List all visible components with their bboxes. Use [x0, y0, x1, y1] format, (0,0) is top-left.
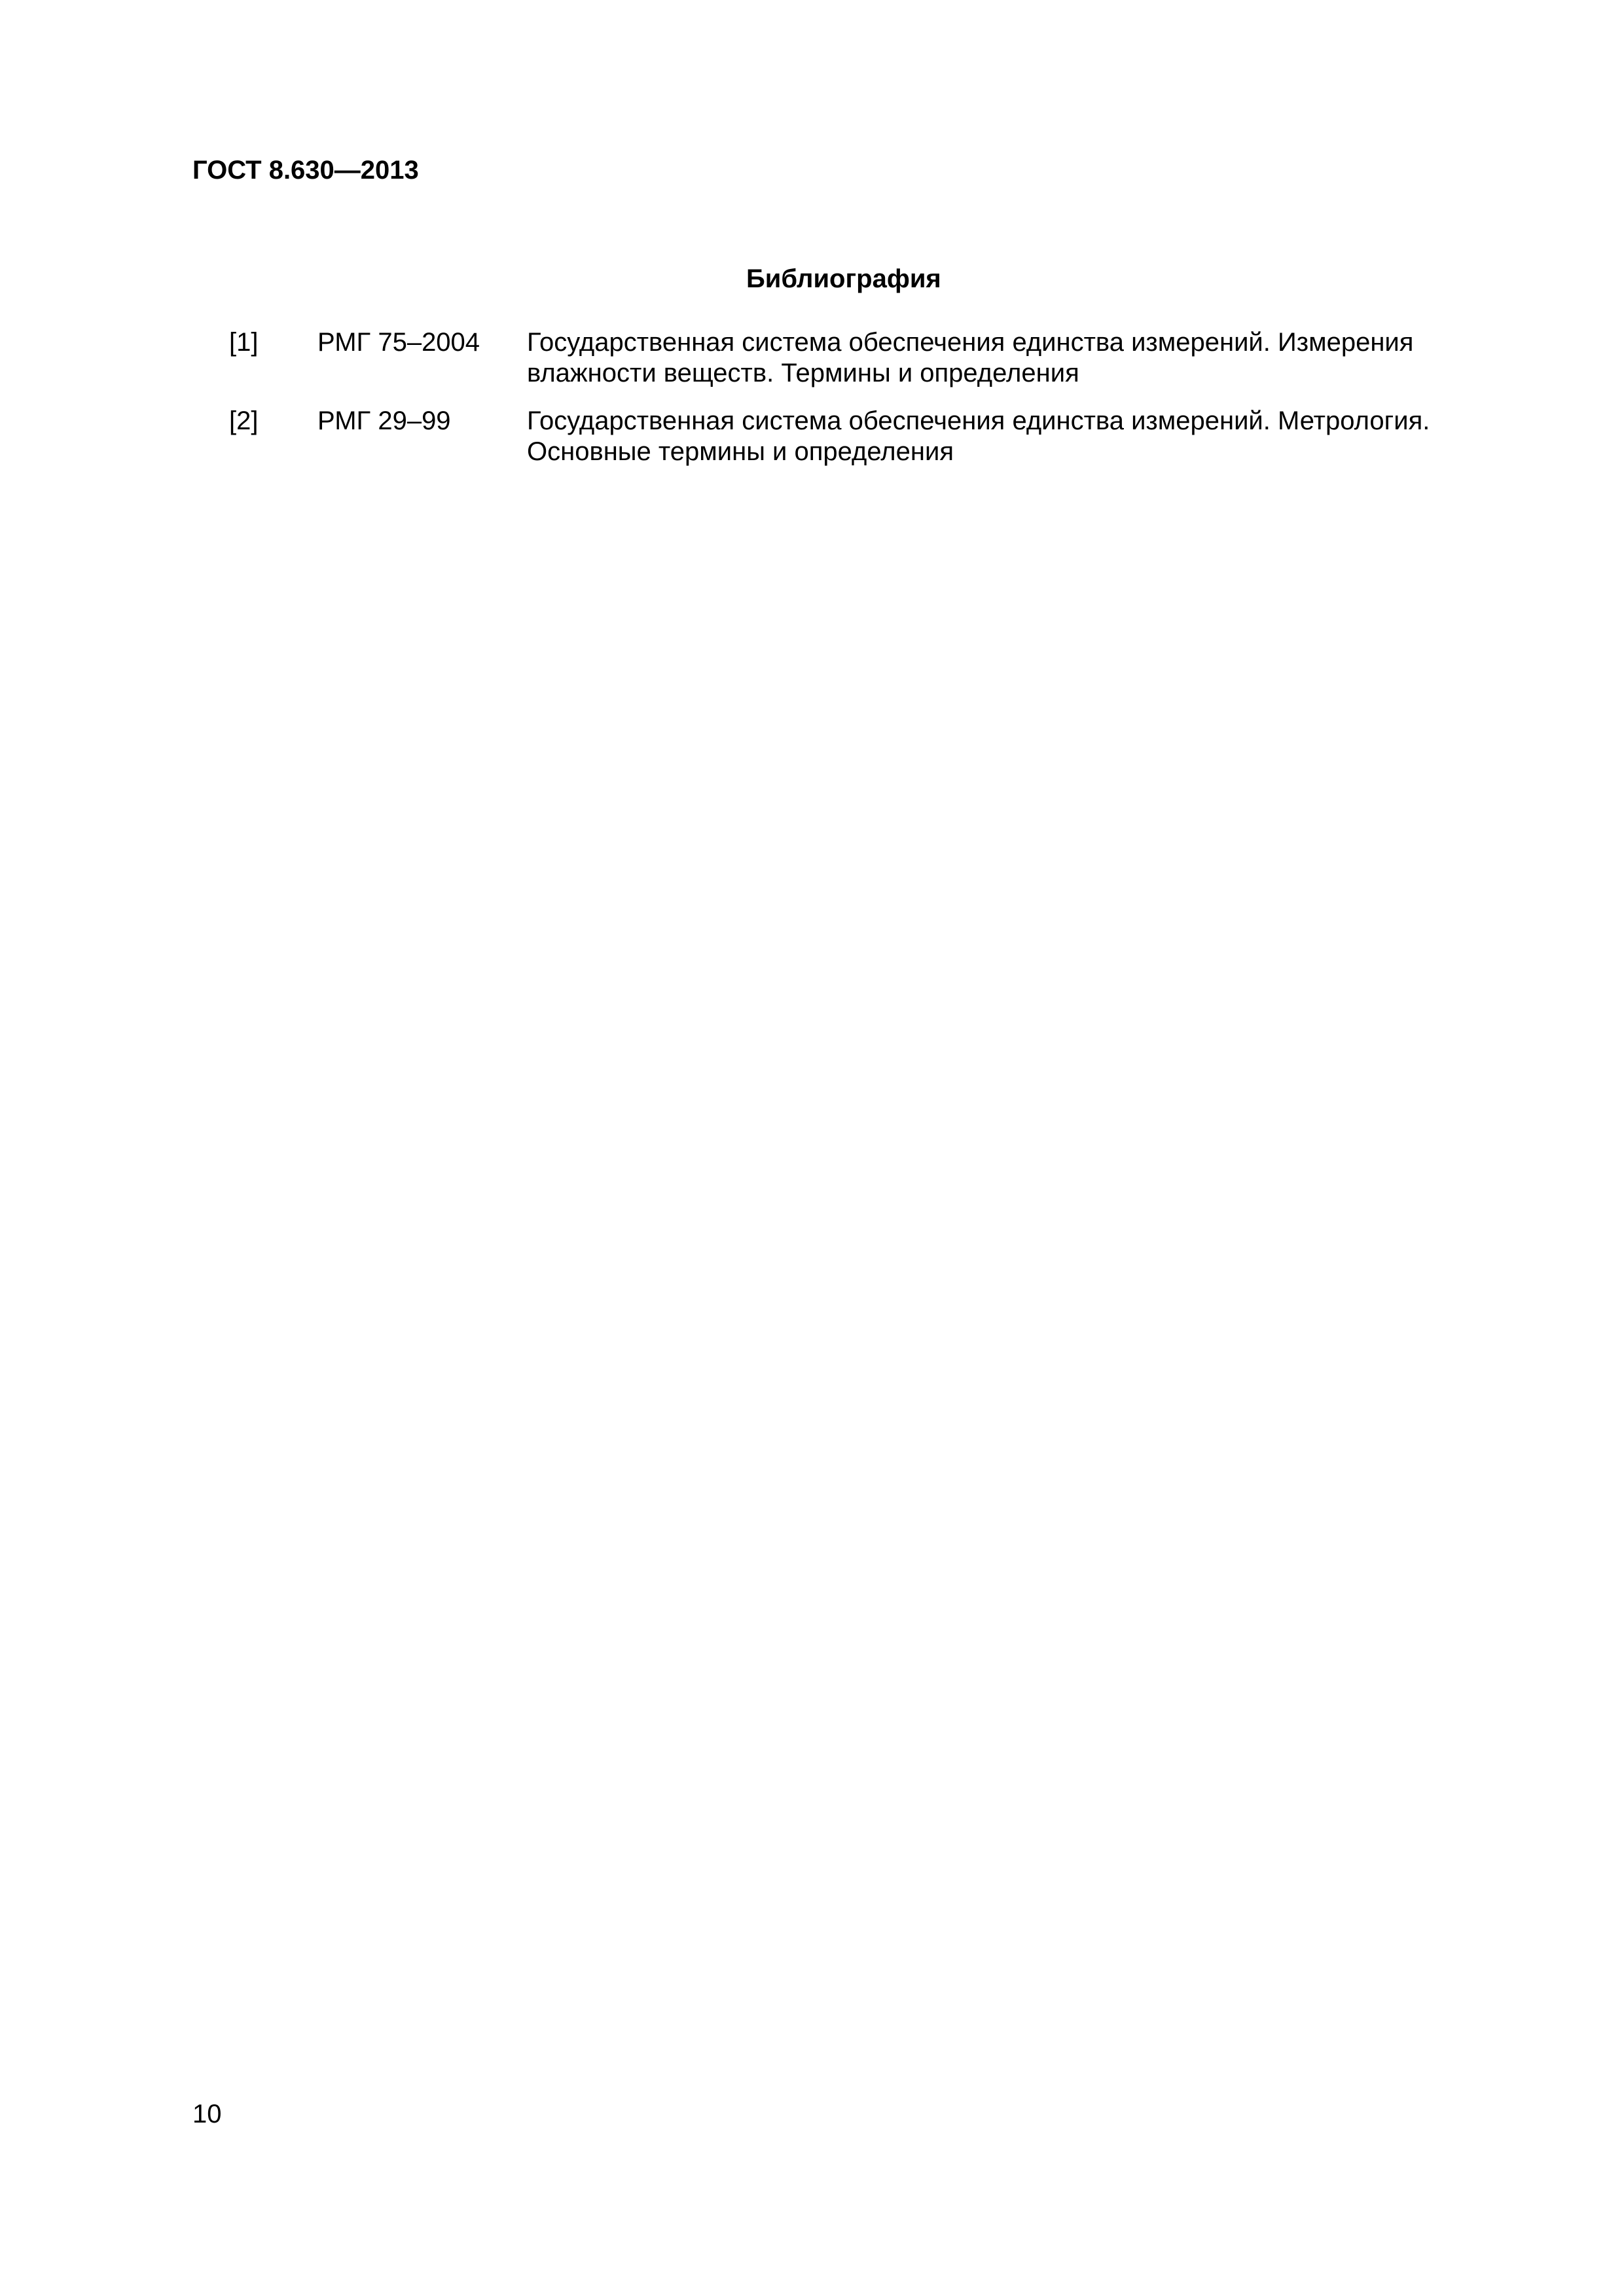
entry-title	[527, 406, 1509, 467]
bibliography-entry	[229, 327, 1512, 389]
bibliography-list	[229, 327, 1512, 467]
page-number: 10	[192, 2100, 222, 2128]
entry-code: РМГ 75–2004	[317, 328, 480, 357]
entry-number: [1]	[229, 328, 259, 357]
bibliography-heading: Библиография	[746, 264, 941, 293]
entry-title-line: Государственная система обеспечения единства измерений. Метрология.	[527, 406, 1430, 435]
entry-title-line: влажности веществ. Термины и определения	[527, 359, 1079, 387]
entry-code: РМГ 29–99	[317, 406, 451, 435]
bibliography-entry	[229, 406, 1512, 467]
entry-title-line: Государственная система обеспечения единства измерений. Измерения	[527, 328, 1414, 357]
entry-title	[527, 327, 1509, 389]
entry-title-line: Основные термины и определения	[527, 437, 954, 466]
entry-number: [2]	[229, 406, 259, 435]
document-code: ГОСТ 8.630—2013	[192, 156, 419, 185]
